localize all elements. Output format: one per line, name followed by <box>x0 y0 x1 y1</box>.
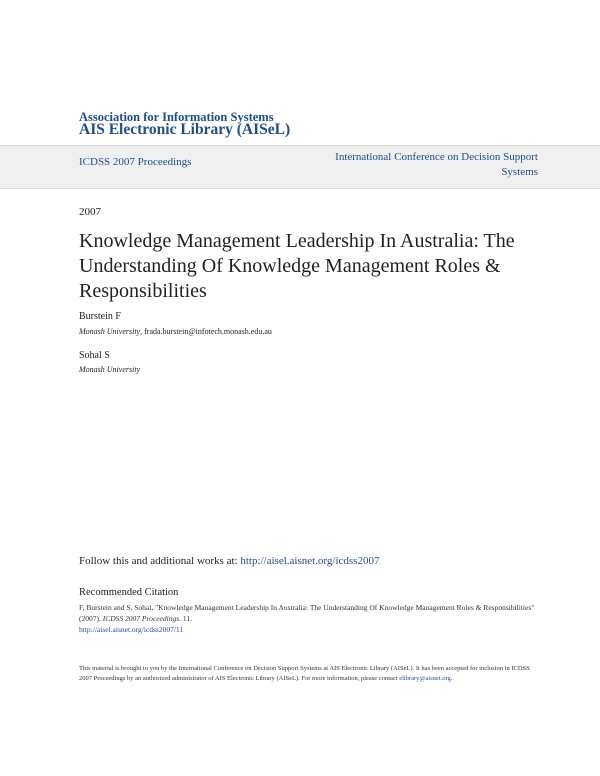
author-name-2: Sohal S <box>79 350 110 361</box>
recommended-citation-heading: Recommended Citation <box>79 587 179 598</box>
footer-notice <box>79 664 541 684</box>
organization-name[interactable]: Association for Information Systems <box>79 110 274 124</box>
footer-end: . <box>450 675 453 682</box>
author-affiliation-2 <box>79 365 140 374</box>
collection-url-link[interactable]: http://aisel.aisnet.org/icdss2007 <box>240 555 380 567</box>
citation-venue: ICDSS 2007 Proceedings <box>102 614 180 623</box>
author-institution-2: Monash University <box>79 365 141 374</box>
author-affiliation-1 <box>79 327 272 336</box>
footer-text: This material is brought to you by the International Conference on Decision Support Systems at AIS Electronic Library (AISeL). It has been accepted for inclusion in ICDSS 2007 Proceedings by an authorized administrator of AIS Electronic Library (AISeL). For more information, please contact <box>79 665 530 682</box>
recommended-citation-text <box>79 602 539 635</box>
paper-title: Knowledge Management Leadership In Australia: The Understanding Of Knowledge Management Roles & Responsibilities <box>79 230 515 302</box>
proceedings-link[interactable]: ICDSS 2007 Proceedings <box>79 156 192 168</box>
conference-link[interactable]: International Conference on Decision Support Systems <box>335 151 538 178</box>
publication-year: 2007 <box>79 206 101 218</box>
author-institution-1: Monash University <box>79 327 141 336</box>
citation-url-link[interactable]: http://aisel.aisnet.org/icdss2007/11 <box>79 625 184 634</box>
contact-email-link[interactable]: elibrary@aisnet.org <box>399 675 451 682</box>
author-name-1: Burstein F <box>79 311 121 322</box>
follow-line <box>79 555 379 567</box>
library-name-link[interactable]: AIS Electronic Library (AISeL) <box>79 121 291 138</box>
follow-text: Follow this and additional works at: <box>79 555 241 567</box>
author-email-1[interactable]: , frada.burstein@infotech.monash.edu.au <box>140 327 272 336</box>
citation-prefix: F, Burstein and S, Sohal, "Knowledge Management Leadership In Australia: The Understanding Of Knowledge Management Roles & Responsibilities" (2007). <box>79 603 535 623</box>
citation-suffix: . 11. <box>179 614 192 623</box>
